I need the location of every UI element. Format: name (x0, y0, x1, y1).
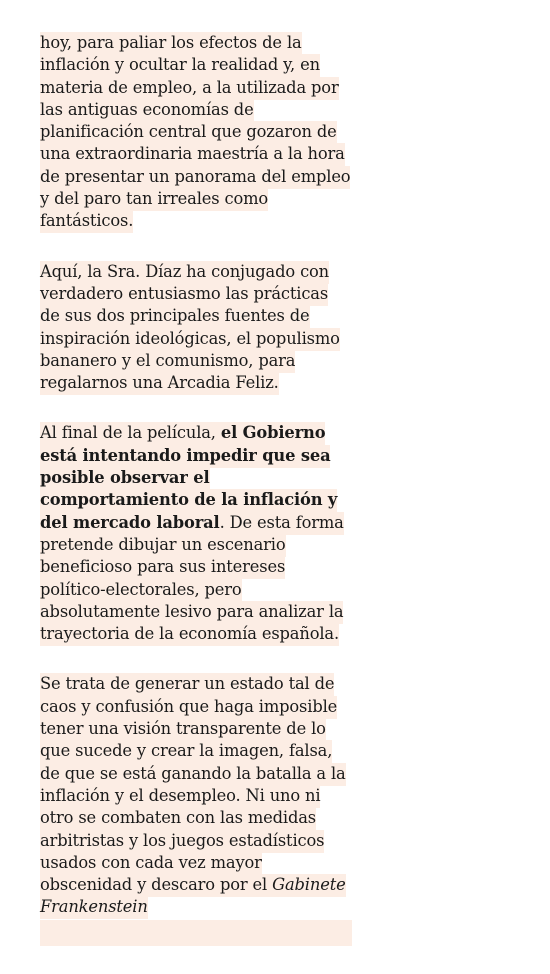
paragraph-3-rest: . De esta forma pretende dibujar un escenario beneficioso para sus intereses político-electorales, pero absolutamente lesivo para analizar la trayectoria de la economía española. (40, 512, 344, 646)
highlight-tail (40, 920, 352, 946)
paragraph-4 (40, 673, 352, 945)
paragraph-1-text: hoy, para paliar los efectos de la inflación y ocultar la realidad y, en materia de empleo, a la utilizada por las antiguas economías de planificación central que gozaron de una extraordinaria maestría a la hora de presentar un panorama del empleo y del paro tan irreales como fantásticos. (40, 32, 350, 233)
paragraph-4-text: Se trata de generar un estado tal de caos y confusión que haga imposible tener una visión transparente de lo que sucede y crear la imagen, falsa, de que se está ganando la batalla a la inflación y el desempleo. Ni uno ni otro se combaten con las medidas arbitristas y los juegos estadísticos usados con cada vez mayor obscenidad y descaro por el (40, 673, 346, 897)
paragraph-2-text: Aquí, la Sra. Díaz ha conjugado con verdadero entusiasmo las prácticas de sus dos principales fuentes de inspiración ideológicas, el populismo bananero y el comunismo, para regalarnos una Arcadia Feliz. (40, 261, 340, 395)
paragraph-3-intro: Al final de la película, (40, 422, 221, 445)
paragraph-3 (40, 422, 352, 645)
paragraph-4-italic: Gabinete Frankenstein (40, 874, 346, 919)
paragraph-1 (40, 32, 352, 233)
paragraph-3-bold: el Gobierno está intentando impedir que sea posible observar el comportamiento de la inflación y del mercado laboral (40, 422, 337, 534)
paragraph-2 (40, 261, 352, 395)
article-body (40, 32, 352, 974)
